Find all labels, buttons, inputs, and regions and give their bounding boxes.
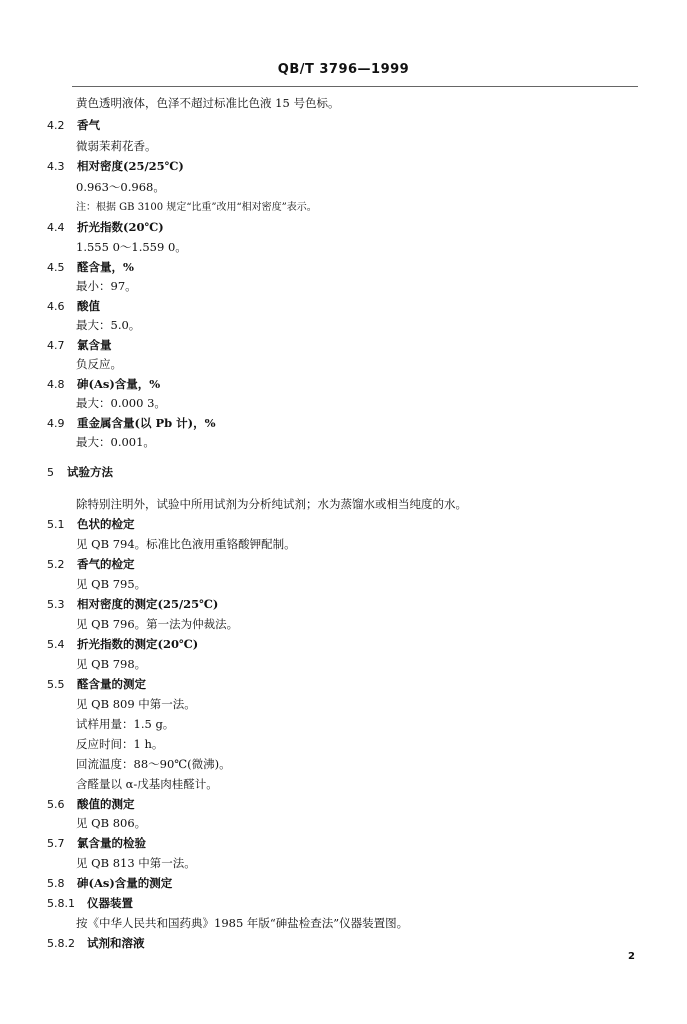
- section-4-8-heading: [47, 377, 160, 392]
- section-5-2-body: 见 QB 795。: [76, 577, 147, 591]
- section-title: 醛含量，%: [77, 260, 134, 274]
- section-4-7-heading: [47, 338, 112, 353]
- section-5-6-heading: [47, 797, 135, 812]
- section-number: 4.7: [47, 339, 65, 352]
- section-4-3-note: 注：根据 GB 3100 规定“比重”改用“相对密度”表示。: [76, 202, 317, 213]
- section-title: 折光指数的测定(20℃): [77, 637, 199, 651]
- section-4-2-body: 微弱茉莉花香。: [76, 139, 157, 153]
- section-5-5-line: 试样用量：1.5 g。: [76, 717, 175, 731]
- section-4-9-body: 最大：0.001。: [76, 435, 155, 449]
- section-5-body: 除特别注明外，试验中所用试剂为分析纯试剂；水为蒸馏水或相当纯度的水。: [76, 497, 467, 511]
- section-number: 5.5: [47, 678, 65, 691]
- section-number: 4.6: [47, 300, 65, 313]
- section-5-5-line: 回流温度：88～90℃(微沸)。: [76, 757, 231, 771]
- section-5-2-heading: [47, 557, 135, 572]
- section-number: 4.4: [47, 221, 65, 234]
- section-number: 4.5: [47, 261, 65, 274]
- section-5-1-body: 见 QB 794。标准比色液用重铬酸钾配制。: [76, 537, 296, 551]
- section-number: 4.8: [47, 378, 65, 391]
- intro-text: 黄色透明液体，色泽不超过标准比色液 15 号色标。: [76, 96, 340, 110]
- section-5-3-body: 见 QB 796。第一法为仲裁法。: [76, 617, 239, 631]
- section-5-4-heading: [47, 637, 198, 652]
- section-title: 酸值的测定: [77, 797, 135, 811]
- section-title: 试剂和溶液: [87, 936, 145, 950]
- section-number: 5.6: [47, 798, 65, 811]
- section-5-8-1-body: 按《中华人民共和国药典》1985 年版“砷盐检查法”仪器装置图。: [76, 916, 409, 930]
- section-number: 5: [47, 466, 54, 479]
- section-title: 砷(As)含量，%: [77, 377, 161, 391]
- section-number: 4.2: [47, 119, 65, 132]
- section-title: 香气: [77, 118, 100, 132]
- section-number: 5.1: [47, 518, 65, 531]
- section-title: 重金属含量(以 Pb 计)，%: [77, 416, 216, 430]
- section-number: 5.4: [47, 638, 65, 651]
- section-4-3-body: 0.963～0.968。: [76, 180, 165, 194]
- section-5-heading: [47, 465, 113, 480]
- section-4-6-heading: [47, 299, 100, 314]
- standard-code-header: QB/T 3796—1999: [277, 62, 410, 77]
- section-5-1-heading: [47, 517, 135, 532]
- section-number: 4.3: [47, 160, 65, 173]
- section-5-8-2-heading: [47, 936, 145, 951]
- section-number: 5.2: [47, 558, 65, 571]
- header-rule: [72, 86, 638, 87]
- section-title: 折光指数(20℃): [77, 220, 164, 234]
- section-title: 仪器装置: [87, 896, 133, 910]
- section-title: 香气的检定: [77, 557, 135, 571]
- section-5-3-heading: [47, 597, 218, 612]
- section-number: 5.3: [47, 598, 65, 611]
- section-4-6-body: 最大：5.0。: [76, 318, 141, 332]
- section-5-5-line: 反应时间：1 h。: [76, 737, 164, 751]
- section-number: 5.8.2: [47, 937, 75, 950]
- section-4-8-body: 最大：0.000 3。: [76, 396, 166, 410]
- section-number: 5.8: [47, 877, 65, 890]
- section-5-5-line: 见 QB 809 中第一法。: [76, 697, 196, 711]
- section-title: 砷(As)含量的测定: [77, 876, 173, 890]
- section-5-8-heading: [47, 876, 172, 891]
- section-4-2-heading: [47, 118, 100, 133]
- section-4-7-body: 负反应。: [76, 357, 122, 371]
- section-4-4-body: 1.555 0～1.559 0。: [76, 240, 187, 254]
- section-title: 氯含量: [77, 338, 112, 352]
- section-5-8-1-heading: [47, 896, 133, 911]
- section-4-5-heading: [47, 260, 134, 275]
- section-4-3-heading: [47, 159, 184, 174]
- section-5-7-heading: [47, 836, 146, 851]
- section-5-5-line: 含醛量以 α-戊基肉桂醛计。: [76, 777, 218, 791]
- section-4-9-heading: [47, 416, 216, 431]
- section-5-6-body: 见 QB 806。: [76, 816, 147, 830]
- section-number: 4.9: [47, 417, 65, 430]
- section-5-5-heading: [47, 677, 146, 692]
- section-5-7-body: 见 QB 813 中第一法。: [76, 856, 196, 870]
- section-title: 醛含量的测定: [77, 677, 146, 691]
- section-5-4-body: 见 QB 798。: [76, 657, 147, 671]
- section-number: 5.8.1: [47, 897, 75, 910]
- section-number: 5.7: [47, 837, 65, 850]
- section-title: 色状的检定: [77, 517, 135, 531]
- section-title: 氯含量的检验: [77, 836, 146, 850]
- section-title: 酸值: [77, 299, 100, 313]
- section-title: 相对密度(25/25℃): [77, 159, 184, 173]
- section-title: 试验方法: [67, 465, 113, 479]
- section-4-4-heading: [47, 220, 164, 235]
- page-number: 2: [628, 951, 635, 962]
- section-4-5-body: 最小：97。: [76, 279, 137, 293]
- section-title: 相对密度的测定(25/25℃): [77, 597, 219, 611]
